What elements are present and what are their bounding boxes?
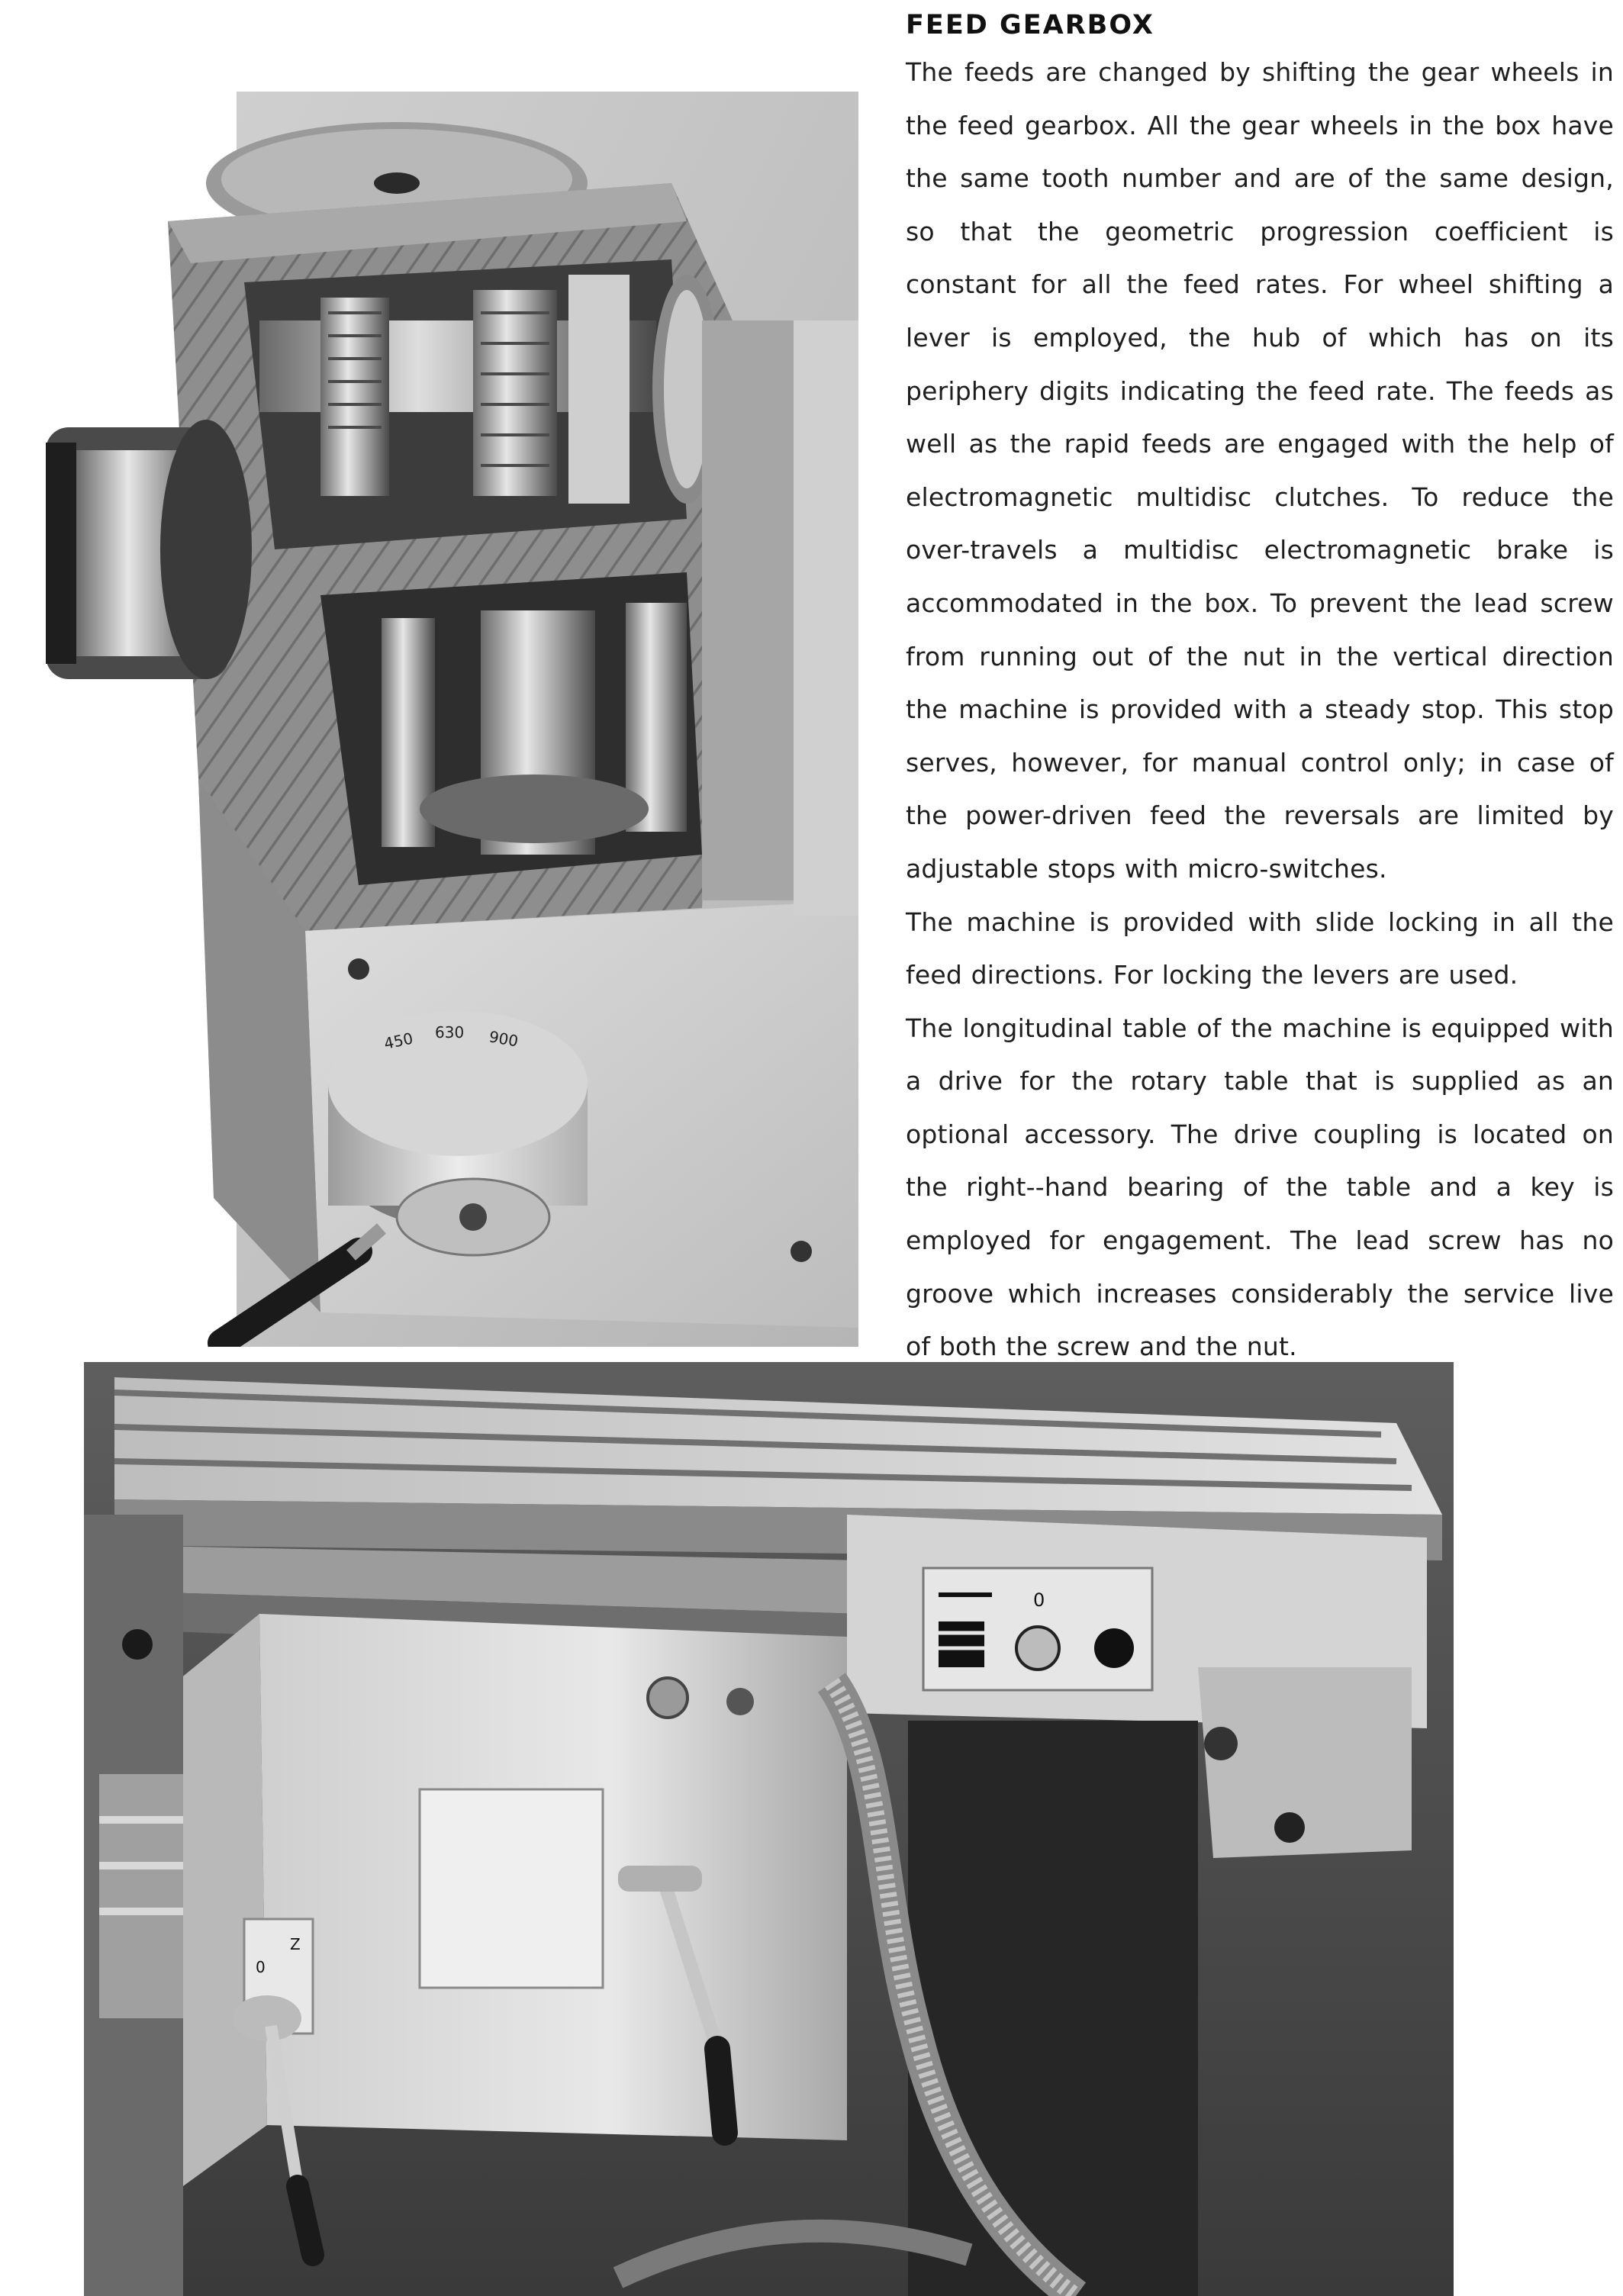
paragraph: The machine is provided with slide locking in all the feed directions. For locking the levers are used. (906, 906, 1614, 990)
longitudinal-table-photo (84, 1362, 1454, 2296)
paragraph: The feeds are changed by shifting the gear wheels in the feed gearbox. All the gear wheels in the box have the same tooth number and are of the same design, so that the geometric progression coefficient is constant for all the feed rates. For wheel shifting a lever is employed, the hub of which has on its periphery digits indicating the feed rate. The feeds as well as the rapid feeds are engaged with the help of electromagnetic multidisc clutches. To reduce the over-travels a multidisc electromagnetic brake is accommodated in the box. To prevent the lead screw from running out of the nut in the vertical direction the machine is provided with a steady stop. This stop serves, however, for manual control only; in case of the power-driven feed the reversals are limited by adjustable stops with micro-switches. (906, 57, 1614, 884)
panel-label: 0 (256, 1958, 266, 1976)
panel-label: 0 (1033, 1589, 1045, 1611)
dial-label: 450 (382, 1029, 415, 1053)
panel-label: Z (290, 1935, 301, 1953)
paragraph: The longitudinal table of the machine is equipped with a drive for the rotary table that is supplied as an optional accessory. The drive coupling is located on the right--hand bearing of the table and a key is employed for engagement. The lead screw has no groove which increases considerably the service live of both the screw and the nut. (906, 1013, 1614, 1362)
feed-gearbox-photo (0, 92, 858, 1347)
feed-gearbox-text (906, 5, 1614, 1373)
dial-label: 900 (488, 1027, 520, 1051)
dial-label: 630 (435, 1023, 465, 1042)
section-heading: FEED GEARBOX (906, 10, 1154, 40)
